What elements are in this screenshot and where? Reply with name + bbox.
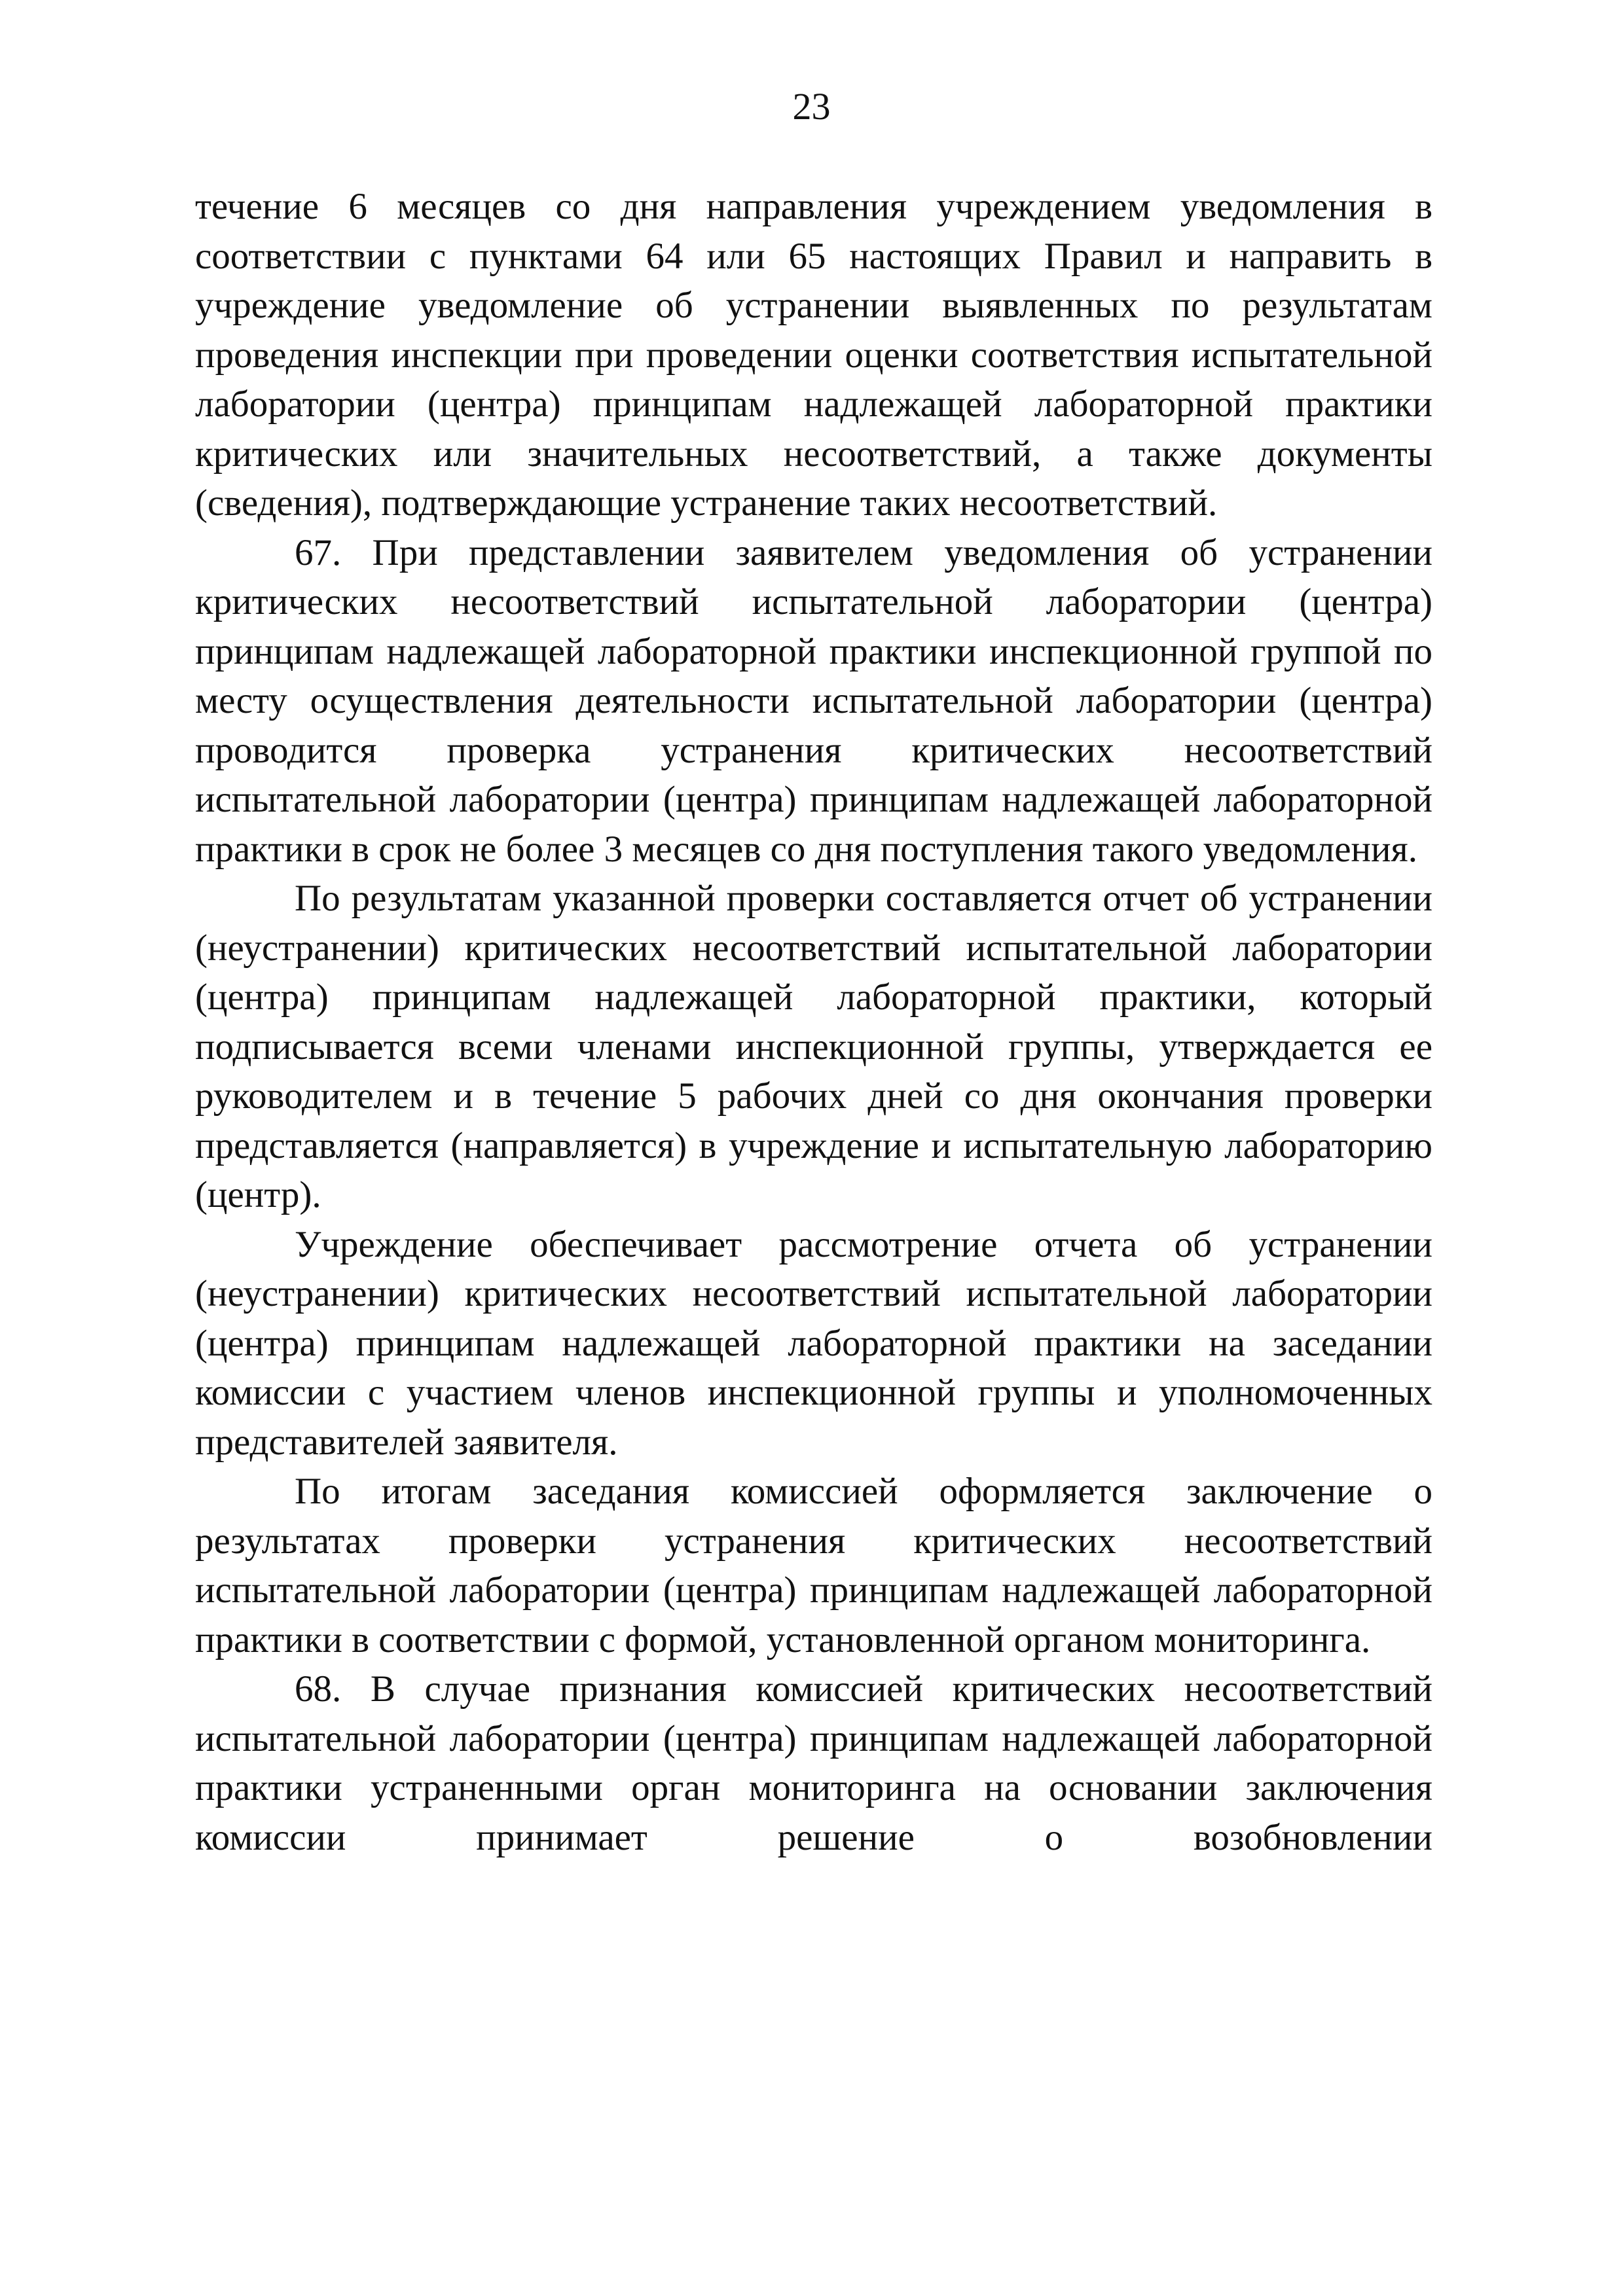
paragraph-inspection-report: По результатам указанной проверки составляется отчет об устранении (неустранении) критических несоответствий испытательной лаборатории (центра) принципам надлежащей лабораторной практики, который подписывается всеми членами инспекционной группы, утверждается ее руководителем и в течение 5 рабочих дней со дня окончания проверки представляется (направляется) в учреждение и испытательную лабораторию (центр). (195, 878, 1432, 1215)
paragraph-continuation: течение 6 месяцев со дня направления учреждением уведомления в соответствии с пунктами 64 или 65 настоящих Правил и направить в учреждение уведомление об устранении выявленных по результатам проведения инспекции при проведении оценки соответствия испытательной лаборатории (центра) принципам надлежащей лабораторной практики критических или значительных несоответствий, а также документы (сведения), подтверждающие устранение таких несоответствий. (195, 186, 1432, 524)
paragraph-commission-conclusion: По итогам заседания комиссией оформляется заключение о результатах проверки устранения критических несоответствий испытательной лаборатории (центра) принципам надлежащей лабораторной практики в соответствии с формой, установленной органом мониторинга. (195, 1471, 1432, 1660)
paragraph-report-review: Учреждение обеспечивает рассмотрение отчета об устранении (неустранении) критических несоответствий испытательной лаборатории (центра) принципам надлежащей лабораторной практики на заседании комиссии с участием членов инспекционной группы и уполномоченных представителей заявителя. (195, 1223, 1432, 1463)
paragraph-clause-67: 67. При представлении заявителем уведомления об устранении критических несоответствий испытательной лаборатории (центра) принципам надлежащей лабораторной практики инспекционной группой по месту осуществления деятельности испытательной лаборатории (центра) проводится проверка устранения критических несоответствий испытательной лаборатории (центра) принципам надлежащей лабораторной практики в срок не более 3 месяцев со дня поступления такого уведомления. (195, 531, 1432, 870)
document-body (195, 182, 1432, 1862)
page-number: 23 (792, 85, 831, 128)
paragraph-clause-68: 68. В случае признания комиссией критических несоответствий испытательной лаборатории (центра) принципам надлежащей лабораторной практики устраненными орган мониторинга на основании заключения комиссии принимает решение о возобновлении (195, 1668, 1432, 1858)
